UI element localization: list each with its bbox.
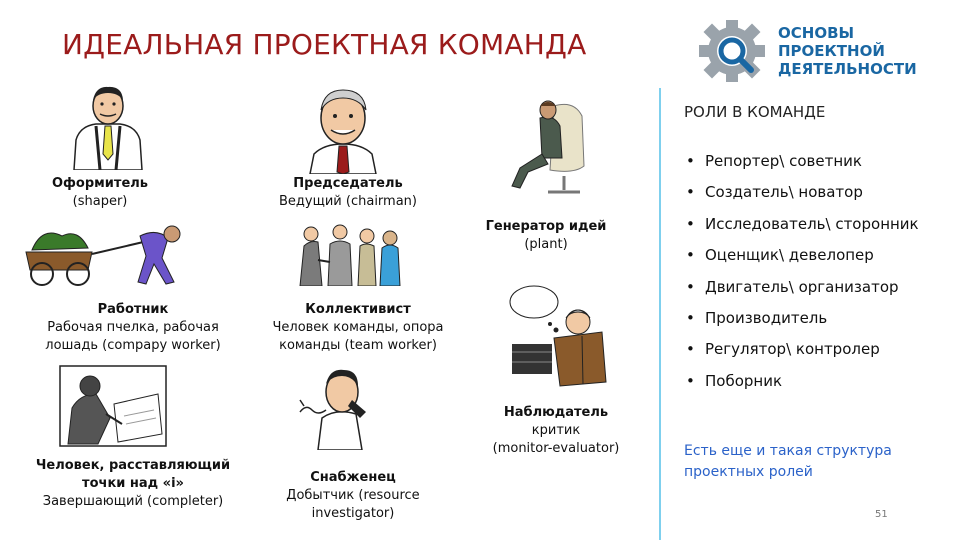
caption-investigator: Снабженец Добытчик (resource investigator) xyxy=(286,470,420,521)
caption-teamworker: Коллективист Человек команды, опора команды (team worker) xyxy=(272,302,444,353)
completer-illustration xyxy=(58,364,168,448)
chairman-illustration xyxy=(306,84,380,174)
plant-illustration xyxy=(504,96,592,196)
list-item: • Производитель xyxy=(686,308,828,327)
teamworker-illustration xyxy=(296,220,402,286)
list-item: • Регулятор\ контролер xyxy=(686,340,880,359)
page-title: ИДЕАЛЬНАЯ ПРОЕКТНАЯ КОМАНДА xyxy=(62,28,587,61)
list-item: • Репортер\ советник xyxy=(686,152,862,170)
shaper-illustration xyxy=(70,84,146,170)
worker-illustration xyxy=(22,222,192,288)
caption-chairman: Председатель Ведущий (chairman) xyxy=(279,176,417,209)
divider-line xyxy=(659,88,661,540)
evaluator-illustration xyxy=(506,282,616,388)
caption-plant: Генератор идей (plant) xyxy=(485,219,607,252)
logo-text: ОСНОВЫ ПРОЕКТНОЙ ДЕЯТЕЛЬНОСТИ xyxy=(778,24,917,78)
list-item: • Двигатель\ организатор xyxy=(686,277,899,296)
list-item: • Создатель\ новатор xyxy=(686,183,863,202)
caption-evaluator: Наблюдатель критик (monitor-evaluator) xyxy=(492,405,620,456)
caption-worker: Работник Рабочая пчелка, рабочая лошадь (compapy worker) xyxy=(45,302,221,353)
list-item: • Поборник xyxy=(686,371,783,390)
gear-magnifier-icon xyxy=(694,18,772,84)
caption-completer: Человек, расставляющий точки над «i» Завершающий (completer) xyxy=(35,458,231,509)
roles-note: Есть еще и такая структура проектных ролей xyxy=(684,443,892,480)
roles-list xyxy=(686,152,919,403)
page-number: 51 xyxy=(875,509,888,520)
list-item: • Исследователь\ сторонник xyxy=(686,214,919,233)
list-item: • Оценщик\ девелопер xyxy=(686,246,874,265)
roles-heading: РОЛИ В КОМАНДЕ xyxy=(684,103,826,121)
logo xyxy=(694,18,924,84)
caption-shaper: Оформитель (shaper) xyxy=(51,176,148,209)
investigator-illustration xyxy=(296,360,386,450)
